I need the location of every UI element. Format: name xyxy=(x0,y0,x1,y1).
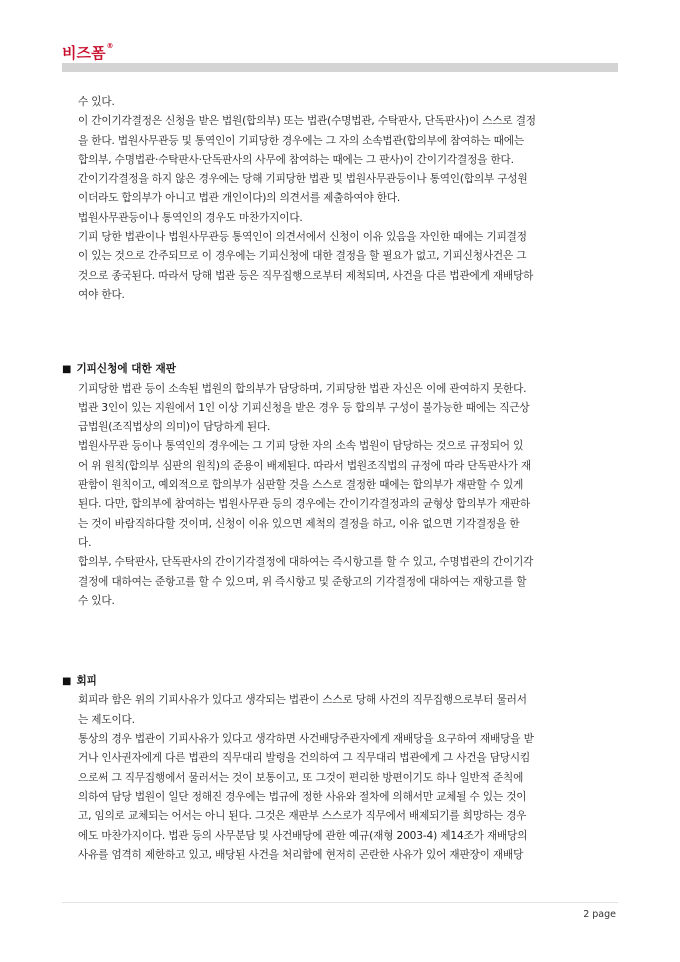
paragraph-line: 으로써 그 직무집행에서 물러서는 것이 보통이고, 또 그것이 편리한 방편이기도 하나 일반적 준칙에 xyxy=(78,771,524,784)
paragraph-line: 법관 3인이 있는 지원에서 1인 이상 기피신청을 받은 경우 등 합의부 구성이 불가능한 때에는 직근상 xyxy=(78,401,530,414)
header-divider xyxy=(62,63,618,72)
paragraph-line: 사유를 엄격히 제한하고 있고, 배당된 사건을 처리함에 현저히 곤란한 사유가 있어 재판장이 재배당 xyxy=(78,848,524,861)
paragraph-line: 법원사무관등이나 통역인의 경우도 마찬가지이다. xyxy=(78,211,303,224)
paragraph-line: 판함이 원칙이고, 예외적으로 합의부가 심판할 것을 스스로 결정한 때에는 합의부가 재판할 수 있게 xyxy=(78,479,524,492)
section-title: 회피 xyxy=(76,675,97,688)
paragraph-line: 된다. 다만, 합의부에 참여하는 법원사무관 등의 경우에는 간이기각결정과의 균형상 합의부가 재판하 xyxy=(78,498,531,511)
paragraph-line: 이더라도 합의부가 아니고 법관 개인이다)의 의견서를 제출하여야 한다. xyxy=(78,192,401,205)
paragraph-line: 을 한다. 법원사무관등 및 통역인이 기피당한 경우에는 그 자의 소속법관(합의부에 참여하는 때에는 xyxy=(78,134,524,147)
document-body xyxy=(62,93,618,865)
paragraph-line: 기피 당한 법관이나 법원사무관등 통역인이 의견서에서 신청이 이유 있음을 자인한 때에는 기피결정 xyxy=(78,231,527,244)
section-heading xyxy=(62,672,602,691)
paragraph-line: 기피당한 법관 등이 소속된 법원의 합의부가 담당하며, 기피당한 법관 자신은 이에 관여하지 못한다. xyxy=(78,382,527,395)
paragraph-line: 것으로 종국된다. 따라서 당해 법관 등은 직무집행으로부터 제척되며, 사건을 다른 법관에게 재배당하 xyxy=(78,269,534,282)
paragraph-line: 회피라 함은 위의 기피사유가 있다고 생각되는 법관이 스스로 당해 사건의 직무집행으로부터 물러서 xyxy=(78,694,527,707)
paragraph-line: 간이기각결정을 하지 않은 경우에는 당해 기피당한 법관 및 법원사무관등이나 통역인(합의부 구성원 xyxy=(78,173,528,186)
paragraph-line: 수 있다. xyxy=(78,96,115,108)
section-heading xyxy=(62,360,602,379)
paragraph-line: 합의부, 수탁판사, 단독판사의 간이기각결정에 대하여는 즉시항고를 할 수 있고, 수명법관의 간이기각 xyxy=(78,556,534,569)
paragraph-line: 이 간이기각결정은 신청을 받은 법원(합의부) 또는 법관(수명법관, 수탁판사, 단독판사)이 스스로 결정 xyxy=(78,115,536,128)
paragraph-line: 다. xyxy=(78,536,92,549)
paragraph-line: 여야 한다. xyxy=(78,288,125,301)
paragraph-line: 는 것이 바람직하다할 것이며, 신청이 이유 있으면 제척의 결정을 하고, 이유 없으면 기각결정을 한 xyxy=(78,517,520,530)
page-number: 2 page xyxy=(583,909,616,920)
footer-divider xyxy=(62,902,618,903)
paragraph-line: 에도 마찬가지이다. 법관 등의 사무분담 및 사건배당에 관한 예규(재형 2003-4) 제14조가 재배당의 xyxy=(78,829,528,842)
paragraph-line: 합의부, 수명법관·수탁판사·단독판사의 사무에 참여하는 때에는 그 판사)이 간이기각결정을 한다. xyxy=(78,153,514,166)
paragraph-line: 어 위 원칙(합의부 심판의 원칙)의 준용이 배제된다. 따라서 법원조직법의 규정에 따라 단독판사가 재 xyxy=(78,459,532,472)
section-continuation xyxy=(78,93,618,305)
section-title: 기피신청에 대한 재판 xyxy=(76,363,176,376)
paragraph-line: 법원사무관 등이나 통역인의 경우에는 그 기피 당한 자의 소속 법원이 담당하는 것으로 규정되어 있 xyxy=(78,440,524,453)
square-bullet-icon: ■ xyxy=(62,676,72,688)
section-recusal xyxy=(62,672,618,865)
paragraph-line: 거나 인사권자에게 다른 법관의 직무대리 발령을 건의하여 그 직무대리 법관에게 그 사건을 담당시킴 xyxy=(78,752,531,765)
section-challenge-ruling xyxy=(62,360,618,611)
paragraph-line: 통상의 경우 법관이 기피사유가 있다고 생각하면 사건배당주관자에게 재배당을 요구하여 재배당을 받 xyxy=(78,733,534,746)
paragraph-line: 고, 임의로 교체되는 어서는 아니 된다. 그것은 재판부 스스로가 직무에서 배제되기를 희망하는 경우 xyxy=(78,810,527,823)
registered-mark: ® xyxy=(106,42,114,50)
logo-text: 비즈폼 xyxy=(62,44,106,62)
paragraph-line: 수 있다. xyxy=(78,594,115,607)
paragraph-line: 의하여 담당 법원이 일단 정해진 경우에는 법규에 정한 사유와 절차에 의해서만 교체될 수 있는 것이 xyxy=(78,790,527,803)
paragraph-line: 결정에 대하여는 준항고를 할 수 있으며, 위 즉시항고 및 준항고의 기각결정에 대하여는 재항고를 할 xyxy=(78,575,527,588)
paragraph-line: 는 제도이다. xyxy=(78,713,135,726)
paragraph-line: 급법원(조직법상의 의미)이 담당하게 된다. xyxy=(78,421,271,434)
brand-logo xyxy=(62,42,113,63)
paragraph-line: 이 있는 것으로 간주되므로 이 경우에는 기피신청에 대한 결정을 할 필요가 없고, 기피신청사건은 그 xyxy=(78,250,527,263)
square-bullet-icon: ■ xyxy=(62,364,72,376)
